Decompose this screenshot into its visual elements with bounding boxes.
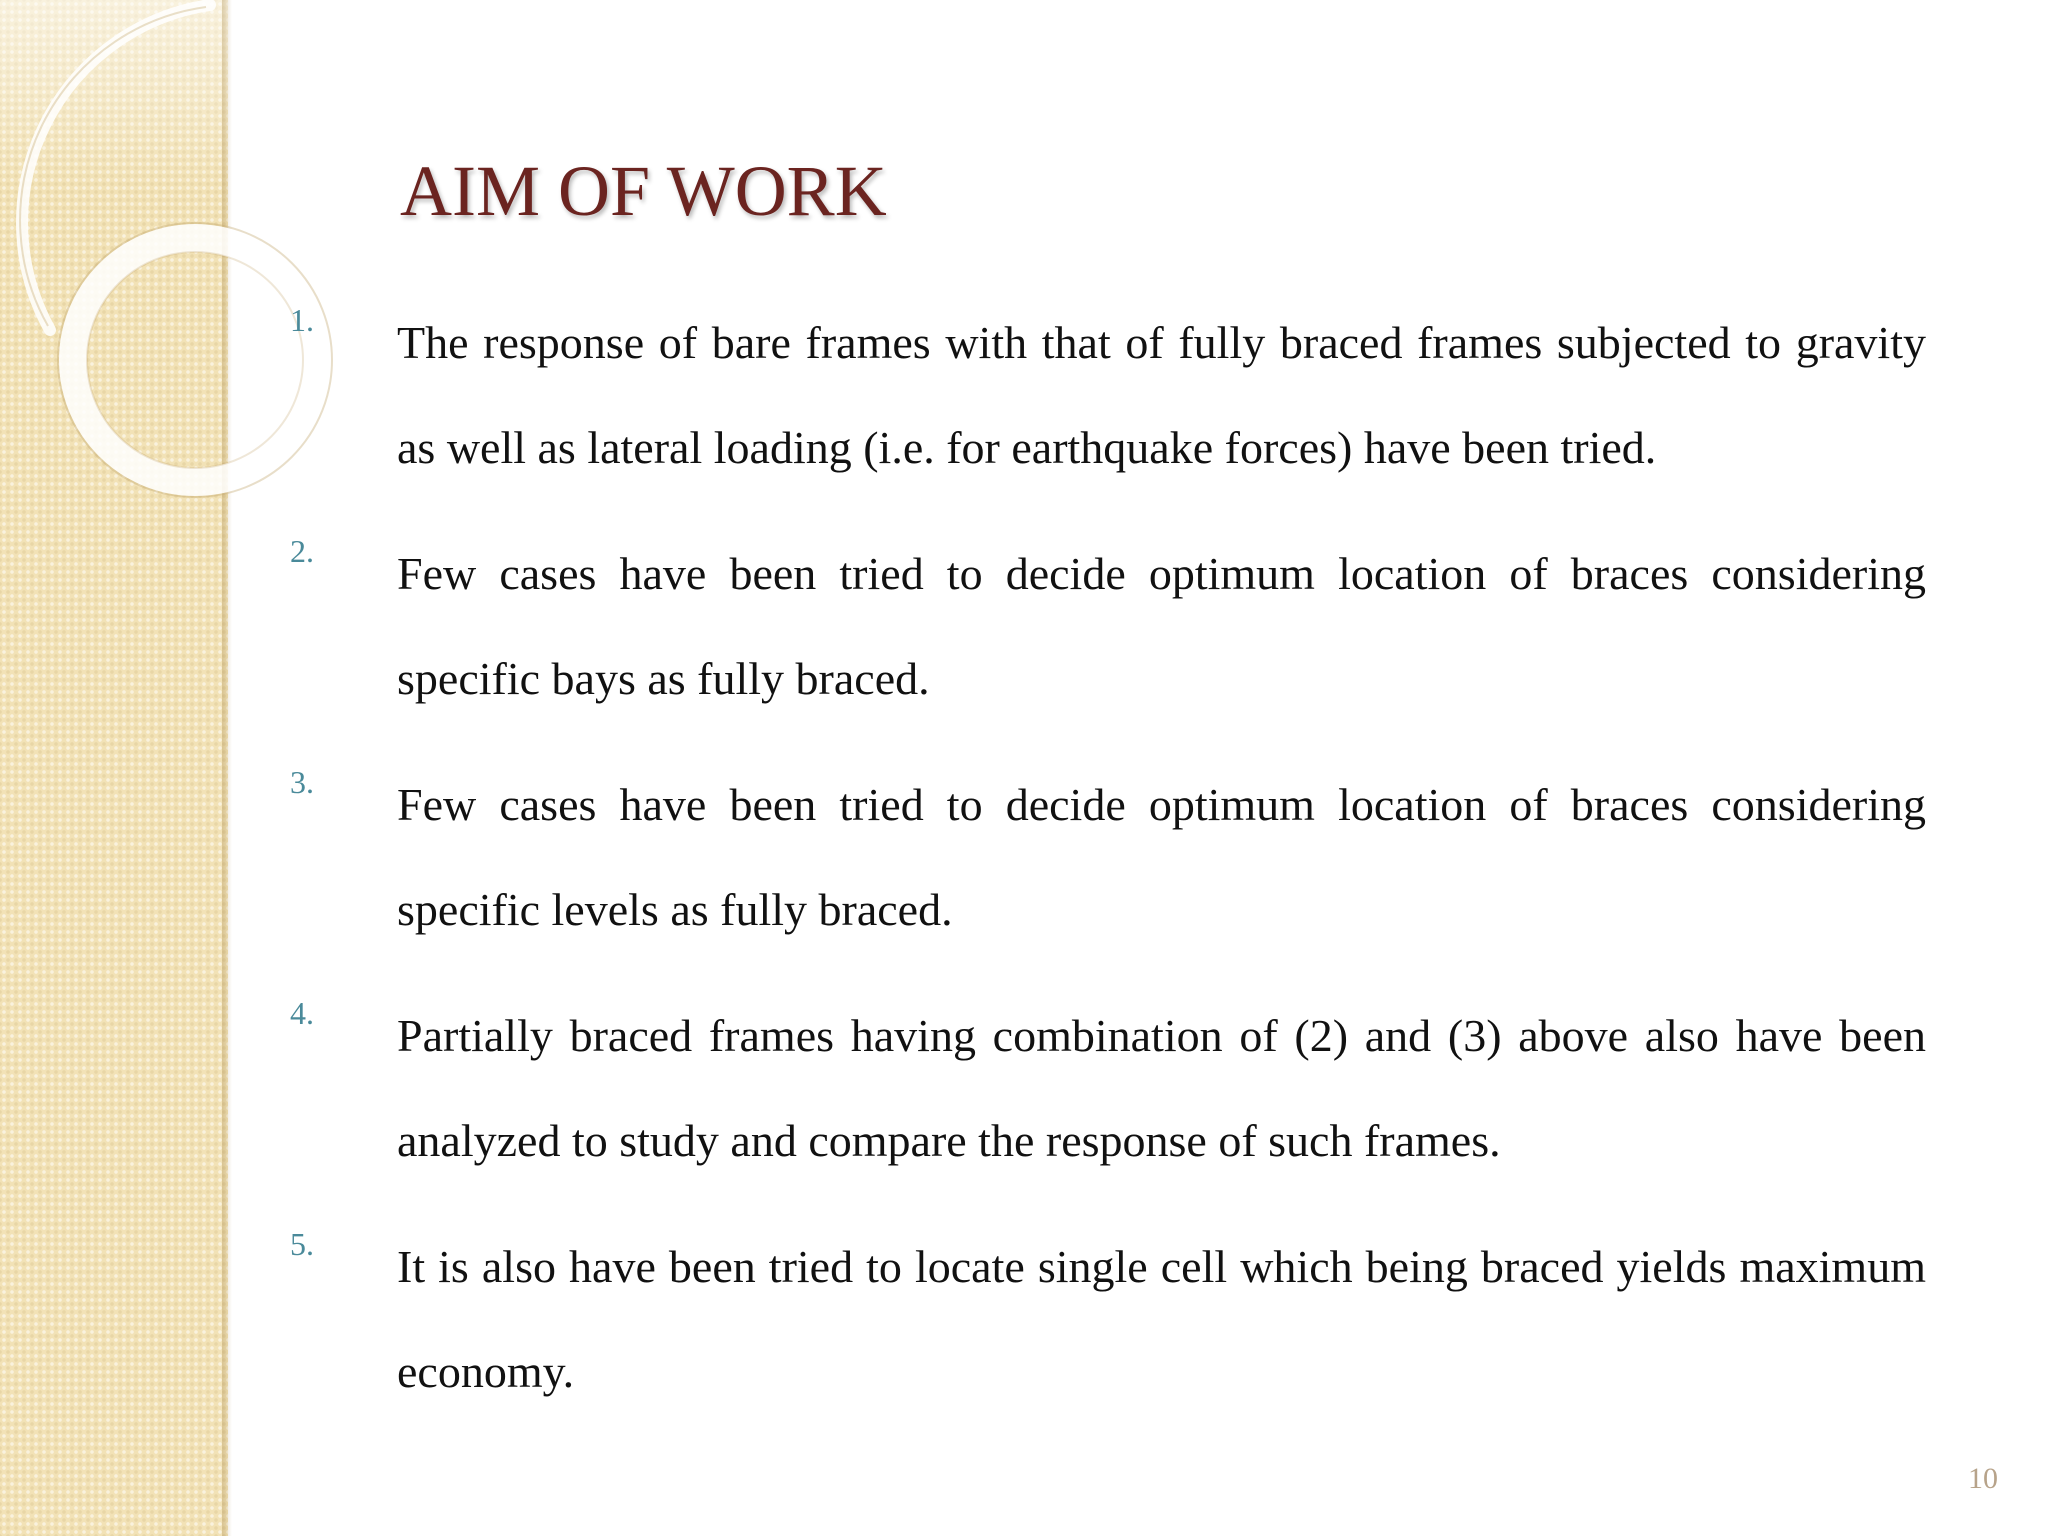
list-item-number: 3. bbox=[290, 764, 314, 800]
list-item-text: Few cases have been tried to decide optimum location of braces considering specific levels as fully braced. bbox=[397, 779, 1926, 935]
list-item-text: The response of bare frames with that of fully braced frames subjected to gravity as well as lateral loading (i.e. for earthquake forces) have been tried. bbox=[397, 317, 1926, 473]
list-item-number: 5. bbox=[290, 1226, 314, 1262]
list-item-number: 4. bbox=[290, 995, 314, 1031]
aim-list bbox=[290, 290, 1926, 1445]
slide-title: AIM OF WORK bbox=[400, 151, 887, 231]
list-item-text: It is also have been tried to locate single cell which being braced yields maximum economy. bbox=[397, 1241, 1926, 1397]
list-item-number: 2. bbox=[290, 533, 314, 569]
decorative-rings bbox=[0, 0, 240, 520]
list-item-text: Partially braced frames having combination of (2) and (3) above also have been analyzed to study and compare the response of such frames. bbox=[397, 1010, 1926, 1166]
list-item bbox=[290, 521, 1926, 731]
list-item bbox=[290, 290, 1926, 500]
list-item bbox=[290, 1214, 1926, 1424]
list-item bbox=[290, 983, 1926, 1193]
list-item-text: Few cases have been tried to decide optimum location of braces considering specific bays as fully braced. bbox=[397, 548, 1926, 704]
list-item bbox=[290, 752, 1926, 962]
page-number: 10 bbox=[1968, 1462, 1998, 1495]
list-item-number: 1. bbox=[290, 302, 314, 338]
